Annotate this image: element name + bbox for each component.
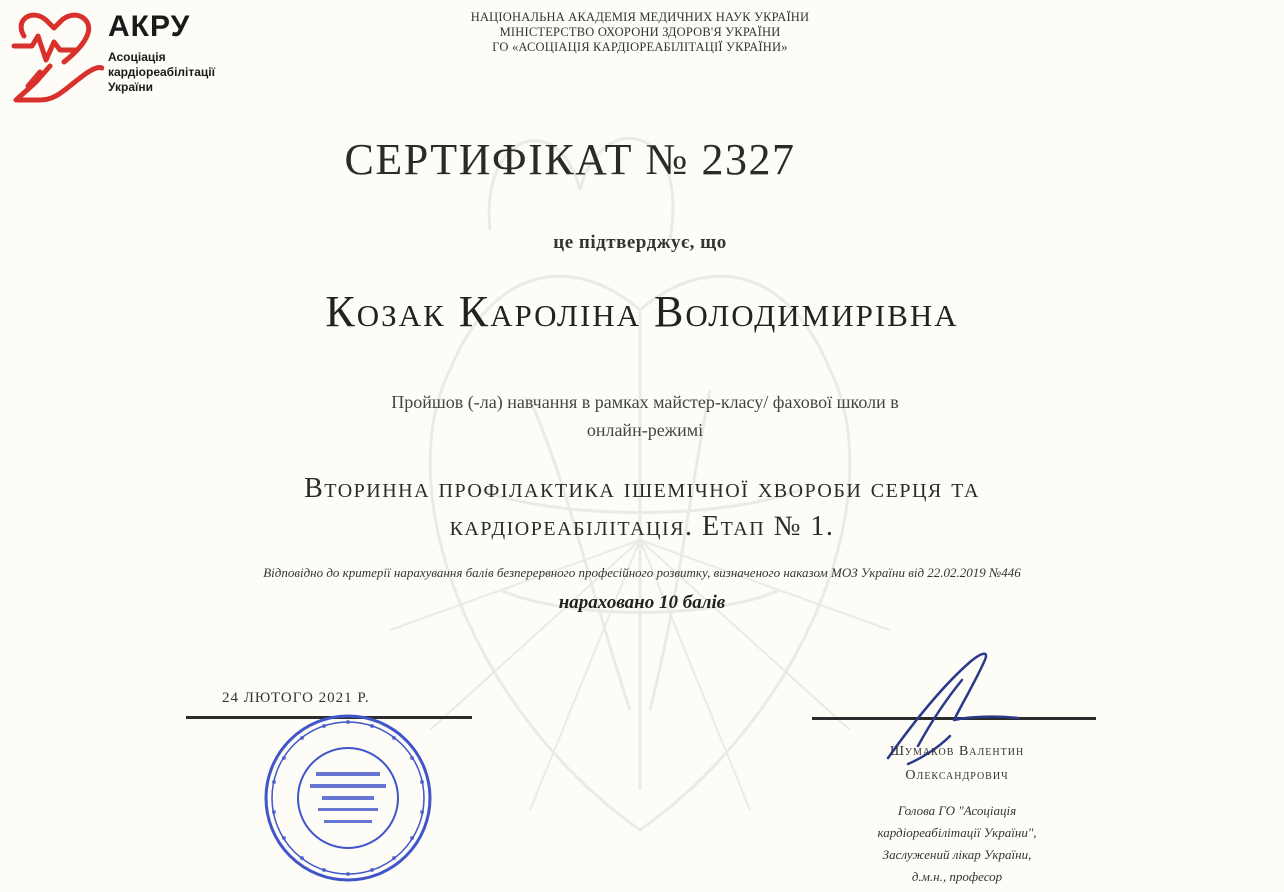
logo-organization-name: Асоціація кардіореабілітації України (108, 50, 216, 94)
training-description: Пройшов (-ла) навчання в рамках майстер-класу/ фахової школи в онлайн-режимі (391, 392, 899, 440)
awarded-points: нараховано 10 балів (558, 592, 726, 613)
signer-position: Голова ГО "Асоціація кардіореабілітації України", Заслужений лікар України, д.м.н., професор (877, 803, 1037, 884)
official-stamp (262, 712, 434, 884)
heart-pulse-logo-icon (10, 6, 104, 106)
recipient-name: Козак Кароліна Володимирівна (325, 287, 959, 336)
certificate-title: СЕРТИФІКАТ № 2327 (344, 135, 796, 184)
header-line: НАЦІОНАЛЬНА АКАДЕМІЯ МЕДИЧНИХ НАУК УКРАЇНИ (470, 10, 810, 24)
confirmation-text: це підтверджує, що (553, 232, 727, 253)
akru-logo (10, 6, 250, 106)
course-title: Вторинна профілактика ішемічної хвороби серця та кардіореабілітація. Етап № 1. (304, 473, 980, 542)
logo-abbreviation: АКРУ (108, 10, 191, 43)
header-line: ГО «АСОЦІАЦІЯ КАРДІОРЕАБІЛІТАЦІЇ УКРАЇНИ» (492, 40, 788, 54)
signer-name: Шумаков Валентин Олександрович (889, 744, 1025, 783)
issue-date: 24 ЛЮТОГО 2021 Р. (222, 690, 370, 706)
cpd-criteria-note: Відповідно до критерії нарахування балів безперервного професійного розвитку, визначеного наказом МОЗ України від 22.02.2019 №446 (263, 565, 1021, 580)
issuing-organizations (340, 10, 940, 55)
header-line: МІНІСТЕРСТВО ОХОРОНИ ЗДОРОВ'Я УКРАЇНИ (499, 25, 781, 39)
